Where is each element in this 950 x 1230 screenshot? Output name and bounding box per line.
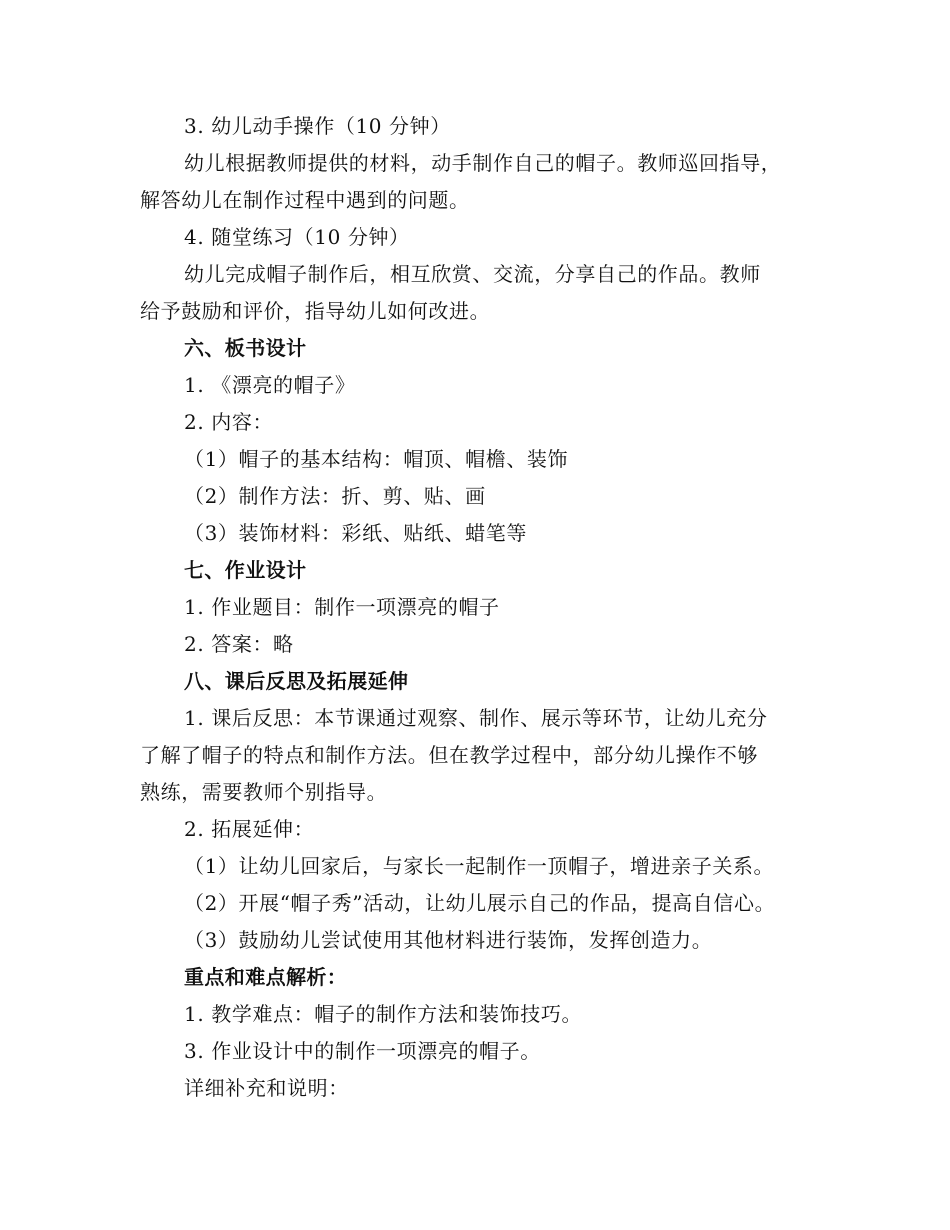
section-heading-reflection: 八、课后反思及拓展延伸 xyxy=(184,669,409,693)
sub-list-item: （1）让幼儿回家后，与家长一起制作一顶帽子，增进亲子关系。 xyxy=(184,854,775,878)
paragraph-line: 给予鼓励和评价，指导幼儿如何改进。 xyxy=(140,299,491,323)
list-item: 2. 答案：略 xyxy=(184,632,294,656)
list-item: 1. 作业题目：制作一项漂亮的帽子 xyxy=(184,595,500,619)
paragraph-line: 熟练，需要教师个别指导。 xyxy=(140,780,388,804)
sub-list-item: （3）鼓励幼儿尝试使用其他材料进行装饰，发挥创造力。 xyxy=(184,928,713,952)
paragraph-line: 解答幼儿在制作过程中遇到的问题。 xyxy=(140,188,470,212)
section-heading-key-points: 重点和难点解析： xyxy=(184,965,348,989)
paragraph-line: 了解了帽子的特点和制作方法。但在教学过程中，部分幼儿操作不够 xyxy=(140,743,758,767)
sub-list-item: （2）制作方法：折、剪、贴、画 xyxy=(184,484,486,508)
section-heading-homework: 七、作业设计 xyxy=(184,558,307,582)
list-item: 3. 作业设计中的制作一项漂亮的帽子。 xyxy=(184,1039,541,1063)
list-item: 2. 内容： xyxy=(184,410,274,434)
activity-heading-hands-on: 3. 幼儿动手操作（10 分钟） xyxy=(184,114,451,138)
paragraph-line: 幼儿完成帽子制作后，相互欣赏、交流，分享自己的作品。教师 xyxy=(184,262,761,286)
activity-heading-practice: 4. 随堂练习（10 分钟） xyxy=(184,225,410,249)
sub-list-item: （3）装饰材料：彩纸、贴纸、蜡笔等 xyxy=(184,521,527,545)
list-item: 2. 拓展延伸： xyxy=(184,817,315,841)
paragraph-line: 幼儿根据教师提供的材料，动手制作自己的帽子。教师巡回指导， xyxy=(184,151,782,175)
section-heading-blackboard: 六、板书设计 xyxy=(184,336,307,360)
sub-list-item: （2）开展“帽子秀”活动，让幼儿展示自己的作品，提高自信心。 xyxy=(184,891,776,915)
list-item: 1. 教学难点：帽子的制作方法和装饰技巧。 xyxy=(184,1002,583,1026)
sub-list-item: （1）帽子的基本结构：帽顶、帽檐、装饰 xyxy=(184,447,569,471)
list-item: 1. 《漂亮的帽子》 xyxy=(184,373,356,397)
paragraph-line: 1. 课后反思：本节课通过观察、制作、展示等环节，让幼儿充分 xyxy=(184,706,768,730)
paragraph-line: 详细补充和说明： xyxy=(184,1076,349,1100)
